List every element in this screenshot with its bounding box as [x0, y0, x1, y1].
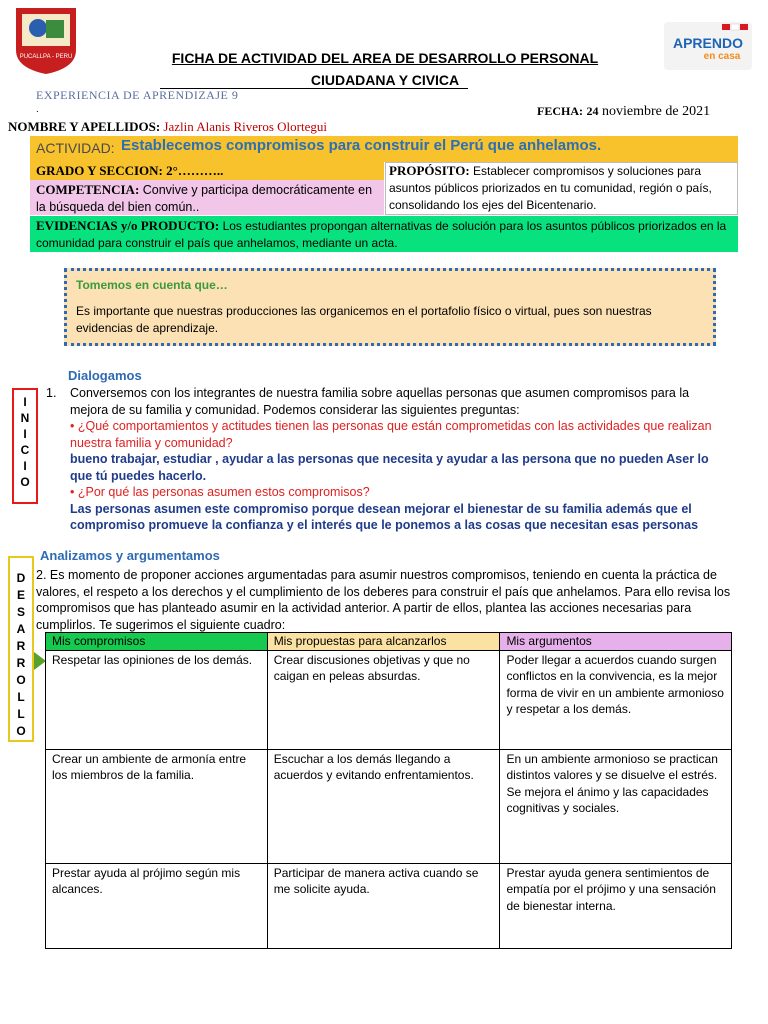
evidence-text	[36, 217, 734, 252]
answer-2: Las personas asumen este compromiso porque desean mejorar el bienestar de su familia además que el compromiso promueve la confianza y el interés que le ponemos a las cosas que necesitan esas personas	[70, 501, 699, 532]
table-cell: Poder llegar a acuerdos cuando surgen conflictos en la convivencia, es la mejor forma de vivir en un ambiente armonioso y respetar a los demás.	[500, 650, 732, 749]
date-rest: noviembre de 2021	[598, 104, 711, 119]
purpose-text	[389, 162, 734, 214]
side-letter: R	[16, 656, 26, 670]
question-1: • ¿Qué comportamientos y actitudes tienen las personas que están comprometidas con las actividades que realizan nuestra familia y comunidad?	[70, 419, 712, 450]
date-label: FECHA:	[537, 104, 583, 118]
side-letter: O	[20, 475, 30, 489]
side-letter: L	[17, 690, 25, 704]
header-compromisos: Mis compromisos	[46, 633, 268, 651]
table-row	[46, 650, 732, 749]
purpose-value: Establecer compromisos y soluciones para asuntos públicos priorizados en tu comunidad, región o país, consolidando los ejes del Bicentenario.	[389, 164, 712, 212]
competency-text	[36, 181, 382, 216]
grade-section: GRADO Y SECCION: 2°………..	[36, 163, 224, 178]
table-cell: Participar de manera activa cuando se me solicite ayuda.	[267, 863, 500, 948]
evidence-label: EVIDENCIAS y/o PRODUCTO:	[36, 218, 220, 233]
dialogamos-heading: Dialogamos	[68, 368, 142, 383]
side-letter: I	[23, 395, 27, 409]
table-cell: Escuchar a los demás llegando a acuerdos y evitando enfrentamientos.	[267, 749, 500, 863]
header-argumentos: Mis argumentos	[500, 633, 732, 651]
header-propuestas: Mis propuestas para alcanzarlos	[267, 633, 500, 651]
table-cell: Crear un ambiente de armonía entre los miembros de la familia.	[46, 749, 268, 863]
activity-title: Establecemos compromisos para construir el Perú que anhelamos.	[121, 137, 602, 154]
table-cell: Prestar ayuda al prójimo según mis alcances.	[46, 863, 268, 948]
desarrollo-side-label	[8, 556, 34, 742]
inicio-content	[46, 385, 718, 534]
activity-label: ACTIVIDAD:	[36, 140, 115, 156]
experience-label: EXPERIENCIA DE APRENDIZAJE 9	[36, 88, 239, 102]
commitments-table	[45, 632, 732, 949]
side-letter: D	[16, 571, 26, 585]
table-cell: Prestar ayuda genera sentimientos de empatía por el prójimo y una sensación de bienestar interna.	[500, 863, 732, 948]
table-cell: Respetar las opiniones de los demás.	[46, 650, 268, 749]
aprendo-en-casa-logo	[664, 22, 752, 70]
school-crest-logo	[12, 6, 80, 76]
side-letter: I	[23, 459, 27, 473]
purpose-label: PROPÓSITO:	[389, 163, 470, 178]
desarrollo-instructions: 2. Es momento de proponer acciones argumentadas para asumir nuestros compromisos, teniendo en cuenta la práctica de valores, el respeto a los derechos y el cumplimiento de los deberes para construir el país que anhelamos. Para ello revisa los compromisos que has planteado asumir en la actividad anterior. A partir de ellos, plantea las acciones necesarias para cumplirlos. Te sugerimos el siguiente cuadro:	[36, 568, 731, 632]
side-letter: L	[17, 707, 25, 721]
competency-label: COMPETENCIA:	[36, 182, 140, 197]
side-letter: S	[16, 605, 25, 619]
name-label: NOMBRE Y APELLIDOS:	[8, 119, 161, 134]
side-letter: A	[16, 622, 26, 636]
inicio-side-label	[12, 388, 38, 504]
note-body: Es importante que nuestras producciones las organicemos en el portafolio físico o virtual, pues son nuestras evidencias de aprendizaje.	[76, 304, 652, 335]
table-header-row	[46, 633, 732, 651]
document-subtitle: CIUDADANA Y CIVICA	[310, 72, 460, 88]
student-name: Jazlin Alanis Riveros Olortegui	[163, 119, 327, 134]
side-letter: C	[20, 443, 30, 457]
date-line	[537, 104, 710, 120]
side-letter: O	[16, 724, 26, 738]
evidence-value: Los estudiantes propongan alternativas de solución para los asuntos públicos priorizados en la comunidad para construir el país que anhelamos, mediante un acta.	[36, 219, 727, 250]
analizamos-heading: Analizamos y argumentamos	[40, 548, 220, 563]
side-letter: E	[16, 588, 25, 602]
item-text: Conversemos con los integrantes de nuestra familia sobre aquellas personas que asumen compromisos para la mejora de su familia y comunidad. Podemos considerar las siguientes preguntas:	[70, 386, 690, 417]
item-1	[46, 385, 718, 418]
competency-value: Convive y participa democráticamente en la búsqueda del bien común..	[36, 183, 373, 214]
side-letter: R	[16, 639, 26, 653]
date-day: 24	[586, 104, 599, 118]
table-row	[46, 863, 732, 948]
table-cell: Crear discusiones objetivas y que no caigan en peleas absurdas.	[267, 650, 500, 749]
student-name-line	[8, 119, 327, 135]
table-cell: En un ambiente armonioso se practican distintos valores y se disuelve el estrés. Se mejora el ánimo y las capacidades cognitivas y sociales.	[500, 749, 732, 863]
question-2: • ¿Por qué las personas asumen estos compromisos?	[70, 485, 370, 499]
side-letter: O	[16, 673, 26, 687]
answer-1: bueno trabajar, estudiar , ayudar a las personas que necesita y ayudar a las persona que no pueden Aser lo que tú puedes hacerlo.	[70, 452, 709, 483]
item-number: 1.	[46, 386, 57, 400]
table-row	[46, 749, 732, 863]
stray-dot: .	[36, 104, 39, 115]
note-heading: Tomemos en cuenta que…	[76, 278, 228, 292]
side-letter: N	[20, 411, 30, 425]
document-title: FICHA DE ACTIVIDAD DEL AREA DE DESARROLLO PERSONAL	[171, 50, 599, 66]
side-letter: I	[23, 427, 27, 441]
logo-aprendo-text: APRENDO	[672, 35, 744, 51]
crest-caption: PUCALLPA - PERU	[19, 54, 73, 60]
logo-en-casa-text: en casa	[703, 51, 741, 62]
